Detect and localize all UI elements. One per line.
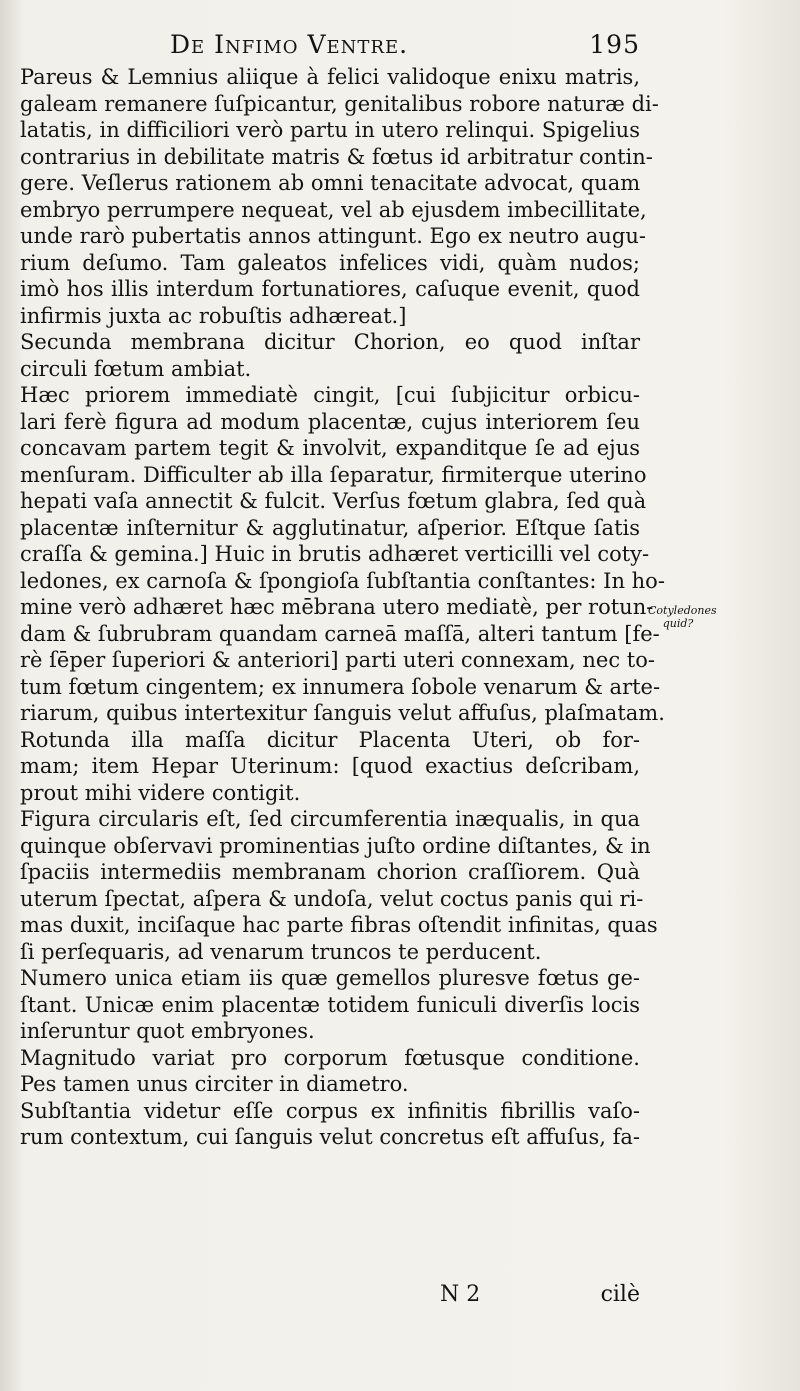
text-line: imò hos illis interdum fortunatiores, caſuque evenit, quod [20, 277, 640, 301]
text-line: galeam remanere ſuſpicantur, genitalibus robore naturæ di- [20, 91, 659, 116]
text-line: latatis, in difficiliori verò partu in utero relinqui. Spigelius [20, 118, 640, 142]
text-line: Hæc priorem immediatè cingit, [cui ſubjicitur orbicu- [20, 383, 640, 407]
text-line: craſſa & gemina.] Huic in brutis adhæret verticilli vel coty- [20, 542, 650, 566]
text-line: ledones, ex carnoſa & ſpongioſa ſubſtantia conſtantes: In ho- [20, 568, 665, 593]
text-line: ſi perſequaris, ad venarum truncos te perducent. [20, 939, 542, 964]
text-line: rè ſēper ſuperiori & anteriori] parti uteri connexam, nec to- [20, 648, 655, 672]
text-line: tum fœtum cingentem; ex innumera ſobole venarum & arte- [20, 674, 661, 699]
text-line: Numero unica etiam iis quæ gemellos pluresve fœtus ge- [20, 966, 640, 990]
text-line: gere. Veſlerus rationem ab omni tenacitate advocat, quam [20, 171, 641, 195]
text-line: unde rarò pubertatis annos attingunt. Ego ex neutro augu- [20, 224, 646, 248]
text-line: mas duxit, inciſaque hac parte fibras oſtendit infinitas, quas [20, 913, 658, 937]
text-line: mine verò adhæret hæc mēbrana utero mediatè, per rotun- [20, 595, 654, 619]
page-footer [20, 1282, 640, 1312]
text-line: Pes tamen unus circiter in diametro. [20, 1072, 409, 1096]
text-line: placentæ inſternitur & agglutinatur, aſperior. Eſtque ſatis [20, 515, 640, 540]
text-line: embryo perrumpere nequeat, vel ab ejusdem imbecillitate, [20, 197, 647, 222]
text-line: Secunda membrana dicitur Chorion, eo quod inſtar [20, 330, 640, 354]
text-line: hepati vaſa annectit & fulcit. Verſus fœtum glabra, ſed quà [20, 489, 647, 513]
text-line: ſtant. Unicæ enim placentæ totidem funiculi diverſis locis [20, 992, 640, 1017]
page-number: 195 [589, 30, 640, 59]
text-line: Figura circularis eſt, ſed circumferentia inæqualis, in qua [20, 807, 640, 831]
text-line: quinque obſervavi prominentias juſto ordine diſtantes, & in [20, 833, 651, 858]
text-line: Magnitudo variat pro corporum fœtusque conditione. [20, 1045, 640, 1070]
text-line: prout mihi videre contigit. [20, 780, 301, 805]
text-line: Subſtantia videtur eſſe corpus ex infinitis fibrillis vaſo- [20, 1098, 640, 1123]
text-line: infirmis juxta ac robuſtis adhæreat.] [20, 303, 407, 328]
marginal-note: Cotyledones quid? [648, 604, 717, 630]
body-text [20, 64, 665, 1151]
text-line: rum contextum, cui ſanguis velut concretus eſt affuſus, fa- [20, 1125, 640, 1149]
text-line: mam; item Hepar Uterinum: [quod exactius deſcribam, [20, 754, 640, 778]
signature-mark: N 2 [440, 1282, 481, 1307]
text-line: rium deſumo. Tam galeatos infelices vidi, quàm nudos; [20, 250, 640, 275]
text-line: concavam partem tegit & involvit, expanditque ſe ad ejus [20, 436, 640, 460]
text-line: contrarius in debilitate matris & fœtus id arbitratur contin- [20, 144, 653, 169]
text-line: riarum, quibus intertexitur ſanguis velut affuſus, plaſmatam. [20, 701, 665, 725]
text-line: inſeruntur quot embryones. [20, 1019, 315, 1043]
text-line: dam & ſubrubram quandam carneā maſſā, alteri tantum [fe- [20, 621, 660, 646]
catchword: cilè [600, 1282, 640, 1307]
text-line: ſpaciis intermediis membranam chorion craſſiorem. Quà [20, 860, 640, 884]
text-line: lari ferè figura ad modum placentæ, cujus interiorem ſeu [20, 409, 640, 434]
running-title: De Infimo Ventre. [170, 30, 409, 59]
text-line: circuli fœtum ambiat. [20, 356, 252, 381]
text-line: Pareus & Lemnius aliique à felici validoque enixu matris, [20, 65, 640, 89]
text-line: uterum ſpectat, aſpera & undoſa, velut coctus panis qui ri- [20, 886, 644, 911]
text-line: Rotunda illa maſſa dicitur Placenta Uteri, ob for- [20, 727, 640, 752]
text-line: menſuram. Difficulter ab illa ſeparatur, firmiterque uterino [20, 462, 647, 487]
